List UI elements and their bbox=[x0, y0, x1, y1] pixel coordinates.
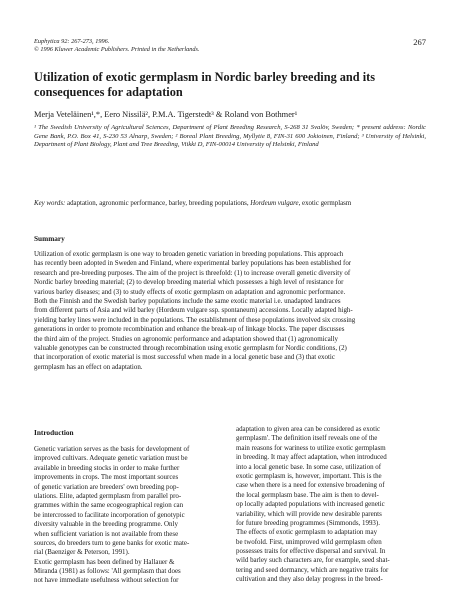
affiliations: ¹ The Swedish University of Agricultural Sciences, Department of Plant Breeding Research, S-268 31 Svalöv, Sweden; * present address: Nordic Gene Bank, P.O. Box 41, S-230 53 Alnarp, Sweden; ² Boreal Plant Breeding, Myllytie 8, FIN-31 600 Jokioinen, Finland; ³ University of Helsinki, Department of Plant Biology, Plant and Tree Breeding, Viikki D, FIN-00014 University of Helsinki, Finland bbox=[34, 124, 426, 149]
summary-line: generations in order to promote recombination and enhance the break-up of linkage blocks. The paper discusses bbox=[34, 325, 345, 334]
intro-line: wild barley such characters are, for example, seed shat- bbox=[236, 556, 390, 565]
page-number: 267 bbox=[413, 37, 426, 47]
introduction-heading: Introduction bbox=[34, 428, 74, 437]
journal-line: Euphytica 92: 267-273, 1996. bbox=[34, 38, 110, 45]
intro-line: the local germplasm base. The aim is then to devel- bbox=[236, 490, 379, 499]
intro-line: Genetic variation serves as the basis for development of bbox=[34, 445, 190, 453]
summary-line: germplasm has an effect on adaptation. bbox=[34, 362, 143, 371]
summary-line: yielding barley lines were included in the populations. The establishment of these populations involved six crossing bbox=[34, 315, 356, 324]
intro-line: main reasons for wariness to utilize exotic germplasm bbox=[236, 443, 386, 452]
keywords-text: adaptation, agronomic performance, barley, breeding populations, bbox=[65, 200, 251, 207]
summary-line: Utilization of exotic germplasm is one way to broaden genetic variation in breeding populations. This approach bbox=[34, 250, 344, 258]
keywords-label: Key words: bbox=[34, 200, 66, 207]
intro-line: not have immediate usefulness without selection for bbox=[34, 576, 179, 585]
title-line-2: consequences for adaptation bbox=[34, 85, 183, 99]
intro-line: adaptation to given area can be considered as exotic bbox=[236, 425, 381, 433]
summary-line: Both the Finnish and the Swedish barley populations include the same exotic material i.e. unadapted landraces bbox=[34, 296, 341, 305]
intro-line: when sufficient variation is not available from these bbox=[34, 529, 179, 538]
intro-line: of genetic variation are breeders' own breeding pop- bbox=[34, 482, 179, 491]
intro-line: into a local genetic base. In some case, utilization of bbox=[236, 462, 382, 471]
intro-line: Miranda (1981) as follows: 'All germplasm that does bbox=[34, 567, 181, 576]
intro-line: The effects of exotic germplasm to adaptation may bbox=[236, 528, 378, 537]
author-list: Merja Veteläinen¹,*, Eero Nissilä², P.M.A. Tigerstedt³ & Roland von Bothmer¹ bbox=[34, 110, 298, 119]
summary-line: from different parts of Asia and wild barley (Hordeum vulgare ssp. spontaneum) accessions. Locally adapted high- bbox=[34, 306, 353, 315]
intro-line: sources, do breeders turn to gene banks for exotic mate- bbox=[34, 538, 190, 547]
journal-citation bbox=[34, 38, 334, 54]
intro-line: op locally adapted populations with increased genetic bbox=[236, 500, 385, 509]
intro-line: exotic germplasm is, however, important. This is the bbox=[236, 471, 382, 480]
summary-line: various barley diseases; and (3) to study effects of exotic germplasm on adaptation and agronomic performance. bbox=[34, 287, 346, 296]
intro-line: possesses traits for effective dispersal and survival. In bbox=[236, 547, 386, 556]
article-title bbox=[34, 70, 424, 100]
intro-line: case when there is a need for extensive broadening of bbox=[236, 481, 385, 490]
title-line-1: Utilization of exotic germplasm in Nordic barley breeding and its bbox=[34, 70, 375, 84]
intro-line: be intercrossed to facilitate incorporation of genotypic bbox=[34, 510, 185, 519]
intro-line: in breeding. It may affect adaptation, when introduced bbox=[236, 453, 387, 462]
intro-line: available in breeding stocks in order to make further bbox=[34, 463, 180, 472]
intro-line: rial (Baenziger & Peterson, 1991). bbox=[34, 548, 130, 557]
intro-line: improved cultivars. Adequate genetic variation must be bbox=[34, 454, 188, 463]
intro-line: tering and seed dormancy, which are negative traits for bbox=[236, 565, 389, 574]
summary-line: Nordic barley breeding material; (2) to develop breeding material which possesses a high level of resistance for bbox=[34, 278, 344, 287]
summary-line: research and pre-breeding purposes. The aim of the project is threefold: (1) to increase overall genetic diversity of bbox=[34, 268, 351, 277]
introduction-left-column bbox=[34, 445, 224, 586]
publisher-line: © 1996 Kluwer Academic Publishers. Printed in the Netherlands. bbox=[34, 46, 200, 53]
intro-line: for future breeding programmes (Simmonds, 1993). bbox=[236, 518, 380, 527]
summary-line: the third aim of the project. Studies on agronomic performance and adaptation showed that (1) agronomically bbox=[34, 334, 339, 343]
summary-line: has recently been adopted in Sweden and Finland, where experimental barley populations has been established for bbox=[34, 259, 352, 268]
summary-body bbox=[34, 250, 428, 372]
keywords bbox=[34, 199, 429, 208]
intro-line: grammes within the same ecogeographical region can bbox=[34, 501, 184, 510]
keywords-text-end: , exotic germplasm bbox=[298, 200, 352, 207]
intro-line: Exotic germplasm has been defined by Hallauer & bbox=[34, 557, 175, 566]
intro-line: improvements in crops. The most important sources bbox=[34, 473, 179, 482]
intro-line: diversity valuable in the breeding programme. Only bbox=[34, 520, 178, 529]
intro-line: variability, which will provide new desirable parents bbox=[236, 509, 382, 518]
intro-line: ulations. Elite, adapted germplasm from parallel pro- bbox=[34, 491, 182, 500]
keywords-species: Hordeum vulgare bbox=[250, 200, 299, 207]
summary-line: valuable genotypes can be constructed through recombination using exotic germplasm for Nordic conditions, (2) bbox=[34, 343, 347, 352]
intro-line: germplasm'. The definition itself reveals one of the bbox=[236, 434, 378, 443]
introduction-right-column bbox=[236, 425, 428, 585]
intro-line: cultivation and they also delay progress in the breed- bbox=[236, 575, 383, 584]
summary-line: that incorporation of exotic material is most successful when made in a local genetic base and (3) that exotic bbox=[34, 353, 335, 362]
summary-heading: Summary bbox=[34, 234, 65, 243]
intro-line: be twofold. First, unimproved wild germplasm often bbox=[236, 537, 382, 546]
